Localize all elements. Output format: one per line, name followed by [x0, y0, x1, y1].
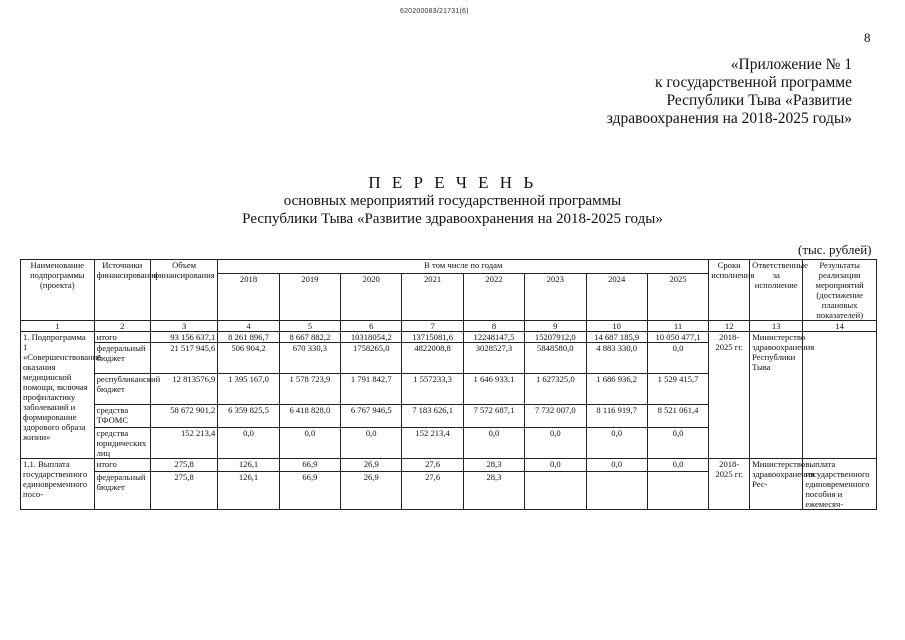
row-year-value: 13715081,6	[402, 332, 463, 343]
appendix-line: Республики Тыва «Развитие	[666, 92, 852, 109]
header-results: Результаты реализации мероприятий (достижение плановых показателей)	[803, 260, 877, 321]
row-year-value: 126,1	[218, 459, 279, 472]
header-year: 2025	[647, 273, 708, 320]
row-year-value: 0,0	[586, 459, 647, 472]
header-years-group: В том числе по годам	[218, 260, 709, 274]
row-year-value: 126,1	[218, 471, 279, 509]
appendix-line: к государственной программе	[654, 74, 852, 91]
row-year-value: 28,3	[463, 471, 524, 509]
appendix-block	[522, 56, 852, 128]
column-number: 4	[218, 321, 279, 332]
measures-table	[20, 259, 877, 510]
row-year-value: 3028527,3	[463, 343, 524, 374]
column-number: 9	[525, 321, 586, 332]
row-year-value: 4 883 330,0	[586, 343, 647, 374]
column-number: 6	[341, 321, 402, 332]
row-year-value: 506 904,2	[218, 343, 279, 374]
row-source: федеральный бюджет	[94, 343, 150, 374]
row-year-value	[586, 471, 647, 509]
header-year: 2021	[402, 273, 463, 320]
row-year-value: 1 557233,3	[402, 374, 463, 405]
subtitle-line: Республики Тыва «Развитие здравоохранения на 2018-2025 годы»	[242, 211, 663, 227]
group-responsible: Министерство здравоохранения Республики Тыва	[750, 332, 803, 459]
group-name: 1.1. Выплата государственного единовременного посо-	[21, 459, 95, 510]
header-responsible: Ответственные за исполнение	[750, 260, 803, 321]
row-year-value	[647, 471, 708, 509]
row-year-value: 15207912,0	[525, 332, 586, 343]
row-source: средства юридических лиц	[94, 428, 150, 459]
row-year-value: 27,6	[402, 459, 463, 472]
page-number: 8	[864, 30, 871, 45]
header-terms: Сроки исполнения	[709, 260, 750, 321]
row-year-value: 8 116 919,7	[586, 405, 647, 428]
column-number: 5	[279, 321, 340, 332]
header-year: 2020	[341, 273, 402, 320]
header-year: 2022	[463, 273, 524, 320]
row-year-value: 0,0	[647, 343, 708, 374]
header-year: 2024	[586, 273, 647, 320]
row-total: 12 813576,9	[150, 374, 217, 405]
row-year-value: 7 732 007,0	[525, 405, 586, 428]
document-title: П Е Р Е Ч Е Н Ь	[368, 173, 537, 192]
group-responsible: Министерство здравоохранения Рес-	[750, 459, 803, 510]
header-year: 2023	[525, 273, 586, 320]
row-total: 275,8	[150, 459, 217, 472]
row-year-value: 152 213,4	[402, 428, 463, 459]
row-year-value: 1 791 842,7	[341, 374, 402, 405]
row-year-value: 14 687 185,9	[586, 332, 647, 343]
column-number: 14	[803, 321, 877, 332]
column-number: 2	[94, 321, 150, 332]
row-year-value: 0,0	[647, 428, 708, 459]
column-number: 13	[750, 321, 803, 332]
row-year-value: 0,0	[525, 459, 586, 472]
row-source: итого	[94, 332, 150, 343]
row-year-value: 4822008,8	[402, 343, 463, 374]
row-year-value: 0,0	[525, 428, 586, 459]
column-number: 3	[150, 321, 217, 332]
row-total: 93 156 637,1	[150, 332, 217, 343]
row-year-value: 66,9	[279, 471, 340, 509]
row-total: 21 517 945,6	[150, 343, 217, 374]
row-year-value: 26,9	[341, 459, 402, 472]
row-year-value: 1 686 936,2	[586, 374, 647, 405]
header-name: Наименование подпрограммы (проекта)	[21, 260, 95, 321]
row-year-value: 26,9	[341, 471, 402, 509]
column-number: 8	[463, 321, 524, 332]
row-year-value: 10318054,2	[341, 332, 402, 343]
document-subtitle	[0, 192, 905, 228]
row-year-value: 7 183 626,1	[402, 405, 463, 428]
row-year-value: 0,0	[279, 428, 340, 459]
row-year-value: 0,0	[218, 428, 279, 459]
header-year: 2018	[218, 273, 279, 320]
row-year-value: 1 627325,0	[525, 374, 586, 405]
group-results: выплата государственного единовременного пособия и ежемесяч-	[803, 459, 877, 510]
row-year-value: 1758265,0	[341, 343, 402, 374]
unit-label: (тыс. рублей)	[798, 242, 872, 257]
row-year-value: 27,6	[402, 471, 463, 509]
row-source: итого	[94, 459, 150, 472]
group-terms: 2018-2025 гг.	[709, 459, 750, 510]
column-number: 12	[709, 321, 750, 332]
row-source: федеральный бюджет	[94, 471, 150, 509]
row-year-value	[525, 471, 586, 509]
row-year-value: 6 418 828,0	[279, 405, 340, 428]
column-number: 11	[647, 321, 708, 332]
row-year-value: 0,0	[647, 459, 708, 472]
row-year-value: 0,0	[463, 428, 524, 459]
subtitle-line: основных мероприятий государственной программы	[283, 193, 622, 209]
row-year-value: 1 646 933.1	[463, 374, 524, 405]
column-number: 7	[402, 321, 463, 332]
column-number: 10	[586, 321, 647, 332]
row-year-value: 28,3	[463, 459, 524, 472]
row-year-value: 1 529 415,7	[647, 374, 708, 405]
header-source: Источники финансирования	[94, 260, 150, 321]
row-source: республиканский бюджет	[94, 374, 150, 405]
row-year-value: 6 359 825,5	[218, 405, 279, 428]
row-year-value: 8 261 896,7	[218, 332, 279, 343]
header-year: 2019	[279, 273, 340, 320]
row-year-value: 66,9	[279, 459, 340, 472]
row-year-value: 0,0	[341, 428, 402, 459]
row-year-value: 8 521 061,4	[647, 405, 708, 428]
row-year-value: 10 050 477,1	[647, 332, 708, 343]
row-year-value: 1 395 167,0	[218, 374, 279, 405]
row-year-value: 8 667 882,2	[279, 332, 340, 343]
group-terms: 2018-2025 гг.	[709, 332, 750, 459]
row-year-value: 670 330,3	[279, 343, 340, 374]
group-name: 1. Подпрограмма 1 «Совершенствование оказания медицинской помощи, включая профилактику заболеваний и формирование здорового образа жизни»	[21, 332, 95, 459]
row-year-value: 7 572 687,1	[463, 405, 524, 428]
row-year-value: 5848580,0	[525, 343, 586, 374]
column-number: 1	[21, 321, 95, 332]
appendix-line: «Приложение № 1	[730, 56, 852, 73]
row-total: 58 672 901,2	[150, 405, 217, 428]
row-total: 152 213,4	[150, 428, 217, 459]
row-year-value: 12248147,5	[463, 332, 524, 343]
row-total: 275,8	[150, 471, 217, 509]
row-year-value: 1 578 723,9	[279, 374, 340, 405]
document-id: 620200083/21731(6)	[400, 8, 469, 15]
appendix-line: здравоохранения на 2018-2025 годы»	[606, 110, 852, 127]
row-year-value: 0,0	[586, 428, 647, 459]
row-year-value: 6 767 946,5	[341, 405, 402, 428]
row-source: средства ТФОМС	[94, 405, 150, 428]
header-volume: Объем финансирования	[150, 260, 217, 321]
